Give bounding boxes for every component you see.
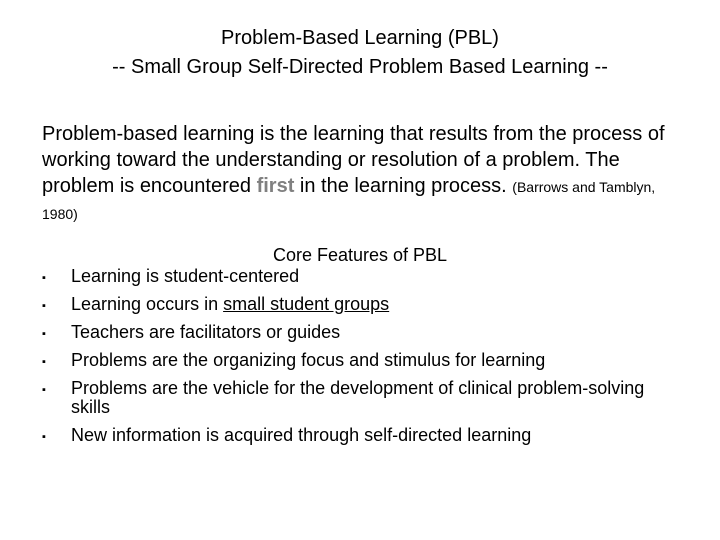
bullet-icon: ▪ [42, 384, 46, 396]
definition-text: Problem-based learning is the learning that results from the process of working toward the understanding or resolution of a problem. The problem is encountered [42, 123, 665, 197]
slide-title [0, 24, 720, 82]
title-line-1: Problem-Based Learning (PBL) [221, 27, 499, 49]
feature-text: Learning is student-centered [71, 266, 300, 286]
feature-text: New information is acquired through self-directed learning [71, 425, 532, 445]
feature-text: Learning occurs in [71, 294, 224, 314]
features-heading: Core Features of PBL [272, 245, 448, 265]
feature-list [42, 267, 662, 454]
bullet-icon: ▪ [42, 356, 46, 368]
list-item [42, 351, 662, 370]
bullet-icon: ▪ [42, 328, 46, 340]
list-item [42, 426, 662, 445]
list-item [42, 379, 662, 417]
list-item [42, 295, 662, 314]
feature-text: Problems are the vehicle for the development of clinical problem-solving skills [71, 378, 645, 417]
definition-emphasis: first [256, 175, 295, 197]
definition-text-end: in the learning process. [294, 175, 513, 197]
feature-text: Problems are the organizing focus and stimulus for learning [71, 350, 546, 370]
definition-paragraph [42, 121, 692, 227]
bullet-icon: ▪ [42, 300, 46, 312]
list-item [42, 267, 662, 286]
bullet-icon: ▪ [42, 431, 46, 443]
title-line-2: -- Small Group Self-Directed Problem Based Learning -- [112, 56, 608, 78]
feature-text: Teachers are facilitators or guides [71, 322, 341, 342]
definition-citation: (Barrows and Tamblyn, 1980) [42, 179, 656, 222]
bullet-icon: ▪ [42, 272, 46, 284]
list-item [42, 323, 662, 342]
feature-underlined-text: small student groups [223, 294, 390, 314]
